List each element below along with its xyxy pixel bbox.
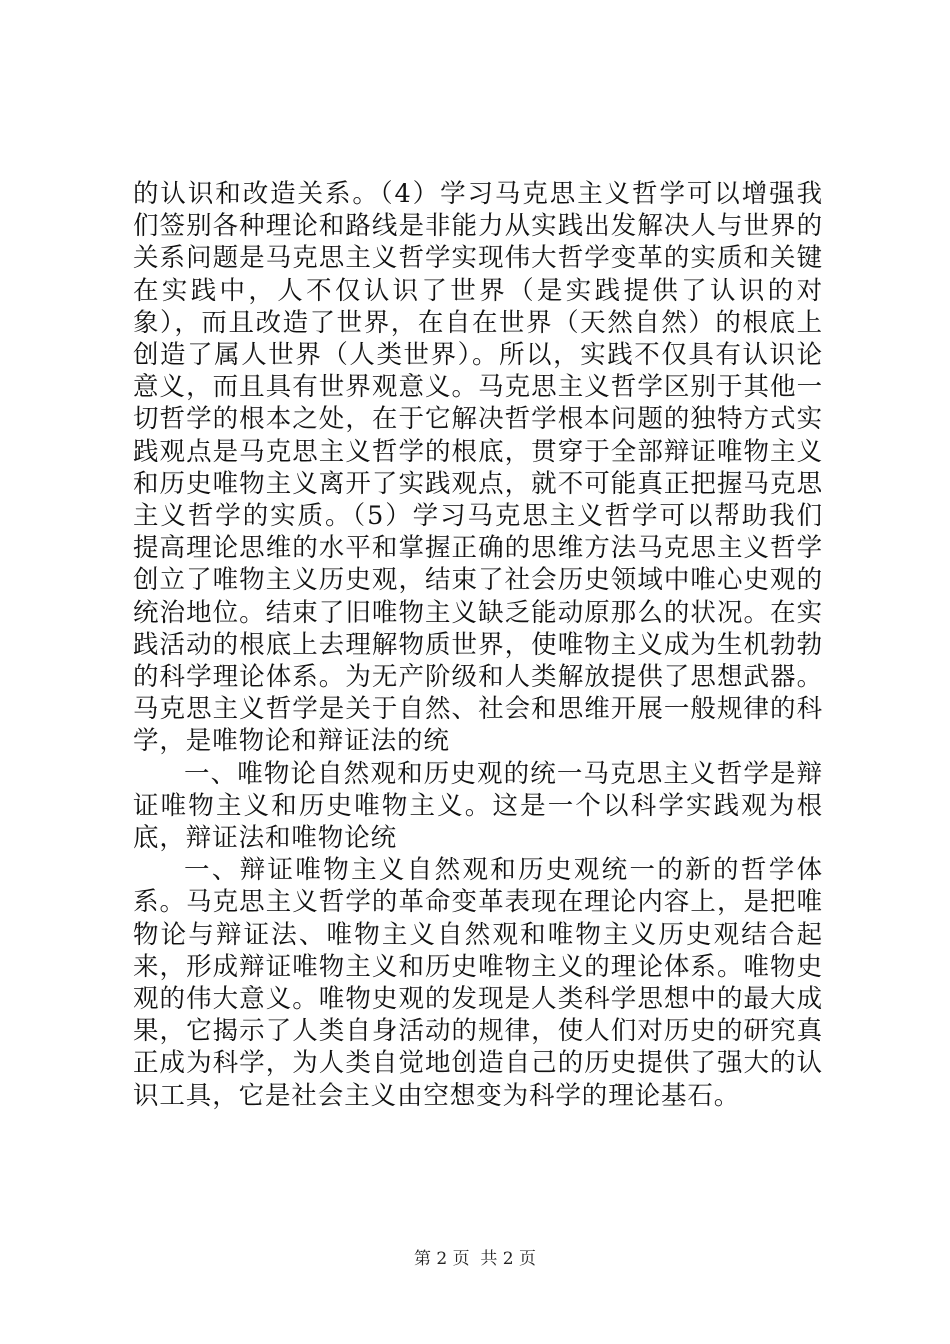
document-body bbox=[133, 178, 823, 1112]
paragraph-1: 的认识和改造关系。（4）学习马克思主义哲学可以增强我们签别各种理论和路线是非能力从实践出发解决人与世界的关系问题是马克思主义哲学实现伟大哲学变革的实质和关键在实践中，人不仅认识了世界（是实践提供了认识的对象），而且改造了世界，在自在世界（天然自然）的根底上创造了属人世界（人类世界）。所以，实践不仅具有认识论意义，而且具有世界观意义。马克思主义哲学区别于其他一切哲学的根本之处，在于它解决哲学根本问题的独特方式实践观点是马克思主义哲学的根底，贯穿于全部辩证唯物主义和历史唯物主义离开了实践观点，就不可能真正把握马克思主义哲学的实质。（5）学习马克思主义哲学可以帮助我们提高理论思维的水平和掌握正确的思维方法马克思主义哲学创立了唯物主义历史观，结束了社会历史领域中唯心史观的统治地位。结束了旧唯物主义缺乏能动原那么的状况。在实践活动的根底上去理解物质世界，使唯物主义成为生机勃勃的科学理论体系。为无产阶级和人类解放提供了思想武器。马克思主义哲学是关于自然、社会和思维开展一般规律的科学，是唯物论和辩证法的统 bbox=[133, 179, 823, 757]
paragraph-2: 一、唯物论自然观和历史观的统一马克思主义哲学是辩证唯物主义和历史唯物主义。这是一个以科学实践观为根底，辩证法和唯物论统 bbox=[133, 758, 823, 854]
paragraph-3: 一、辩证唯物主义自然观和历史观统一的新的哲学体系。马克思主义哲学的革命变革表现在理论内容上，是把唯物论与辩证法、唯物主义自然观和唯物主义历史观结合起来，形成辩证唯物主义和历史唯物主义的理论体系。唯物史观的伟大意义。唯物史观的发现是人类科学思想中的最大成果，它揭示了人类自身活动的规律，使人们对历史的研究真正成为科学，为人类自觉地创造自己的历史提供了强大的认识工具，它是社会主义由空想变为科学的理论基石。 bbox=[133, 855, 823, 1111]
page-footer bbox=[0, 1244, 950, 1269]
page-number-label: 第 2 页 共 2 页 bbox=[413, 1249, 537, 1269]
